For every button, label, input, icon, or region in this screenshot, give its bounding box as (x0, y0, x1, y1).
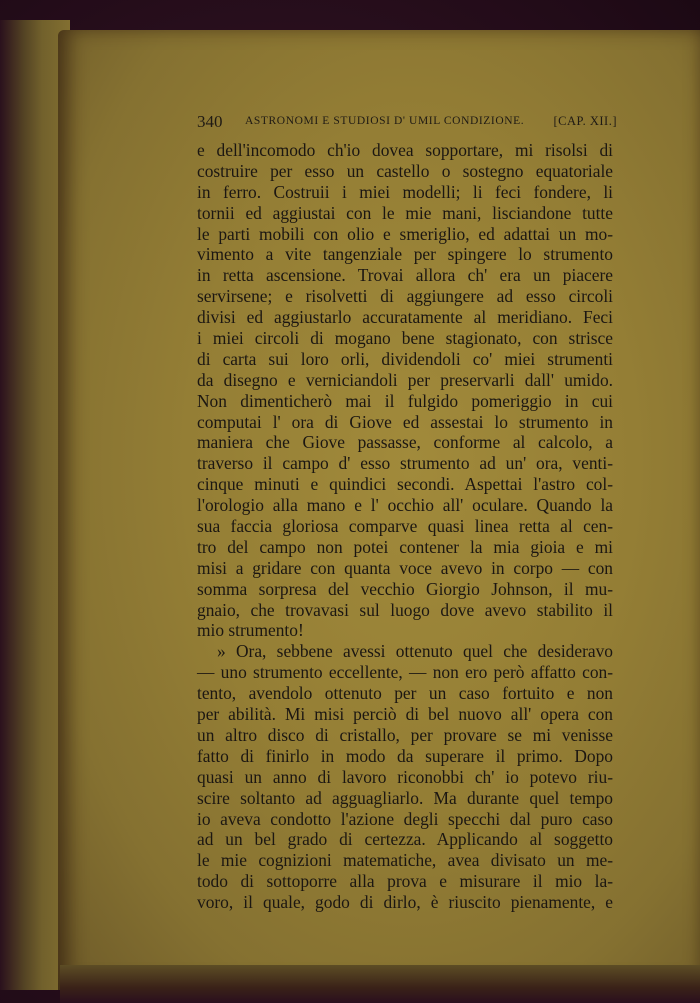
page-number: 340 (197, 112, 223, 131)
text-line: in retta ascensione. Trovai allora ch' era un piacere (197, 265, 613, 286)
text-line: e dell'incomodo ch'io dovea sopportare, mi risolsi di (197, 140, 613, 160)
text-line: le mie cognizioni matematiche, avea divisato un me- (197, 850, 613, 871)
page-bottom-edge (60, 965, 700, 1003)
text-line: fatto di finirlo in modo da superare il primo. Dopo (197, 745, 613, 766)
text-line: traverso il campo d' esso strumento ad un' ora, venti- (197, 453, 613, 474)
text-line: per abilità. Mi misi perciò di bel nuovo all' opera con (197, 704, 613, 725)
text-line: » Ora, sebbene avessi ottenuto quel che desideravo (217, 641, 613, 662)
running-title: ASTRONOMI E STUDIOSI D' UMIL CONDIZIONE. (245, 115, 525, 127)
text-line: sua faccia gloriosa comparve quasi linea retta al cen- (197, 516, 613, 537)
page-header (197, 112, 617, 134)
text-line: di carta sui loro orli, dividendoli co' miei strumenti (197, 348, 613, 369)
body-text (197, 140, 613, 913)
text-line: somma sorpresa del vecchio Giorgio Johnson, il mu- (197, 578, 613, 599)
text-line: le parti mobili con olio e smeriglio, ed adattai un mo- (197, 223, 613, 244)
text-line: scire soltanto ad agguagliarlo. Ma durante quel tempo (197, 787, 613, 808)
text-line: tro del campo non potei contener la mia gioia e mi (197, 536, 613, 557)
text-line: cinque minuti e quindici secondi. Aspettai l'astro col- (197, 474, 613, 495)
text-line: ad un bel grado di certezza. Applicando al soggetto (197, 829, 613, 850)
text-line: servirsene; e risolvetti di aggiungere ad esso circoli (197, 286, 613, 307)
text-line: l'orologio alla mano e l' occhio all' oculare. Quando la (197, 495, 613, 516)
text-line: io aveva condotto l'azione degli specchi dal puro caso (197, 808, 613, 829)
text-line: Non dimenticherò mai il fulgido pomeriggio in cui (197, 390, 613, 411)
chapter-label: [CAP. XII.] (553, 114, 617, 128)
text-line: quasi un anno di lavoro riconobbi ch' io potevo riu- (197, 766, 613, 787)
text-line: in ferro. Costruii i miei modelli; li feci fondere, li (197, 181, 613, 202)
text-line: costruire per esso un castello o sostegno equatoriale (197, 160, 613, 181)
text-line: un altro disco di cristallo, per provare se mi venisse (197, 724, 613, 745)
text-line: computai l' ora di Giove ed assestai lo strumento in (197, 411, 613, 432)
text-line: i miei circoli di mogano bene stagionato, con strisce (197, 328, 613, 349)
text-line: — uno strumento eccellente, — non ero però affatto con- (197, 662, 613, 683)
text-line: gnaio, che trovavasi sul luogo dove avevo stabilito il (197, 599, 613, 620)
text-line: misi a gridare con quanta voce avevo in corpo — con (197, 557, 613, 578)
text-line: voro, il quale, godo di dirlo, è riuscito pienamente, e (197, 892, 613, 913)
text-line: tornii ed aggiustai con le mie mani, lisciandone tutte (197, 202, 613, 223)
text-line: divisi ed aggiustarlo accuratamente al meridiano. Feci (197, 307, 613, 328)
text-line: vimento a vite tangenziale per spingere lo strumento (197, 244, 613, 265)
text-line: maniera che Giove passasse, conforme al calcolo, a (197, 432, 613, 453)
text-line: todo di sottoporre alla prova e misurare il mio la- (197, 871, 613, 892)
text-line: tento, avendolo ottenuto per un caso fortuito e non (197, 683, 613, 704)
text-line: da disegno e verniciandoli per preservarli dall' umido. (197, 369, 613, 390)
text-line: mio strumento! (197, 620, 304, 641)
